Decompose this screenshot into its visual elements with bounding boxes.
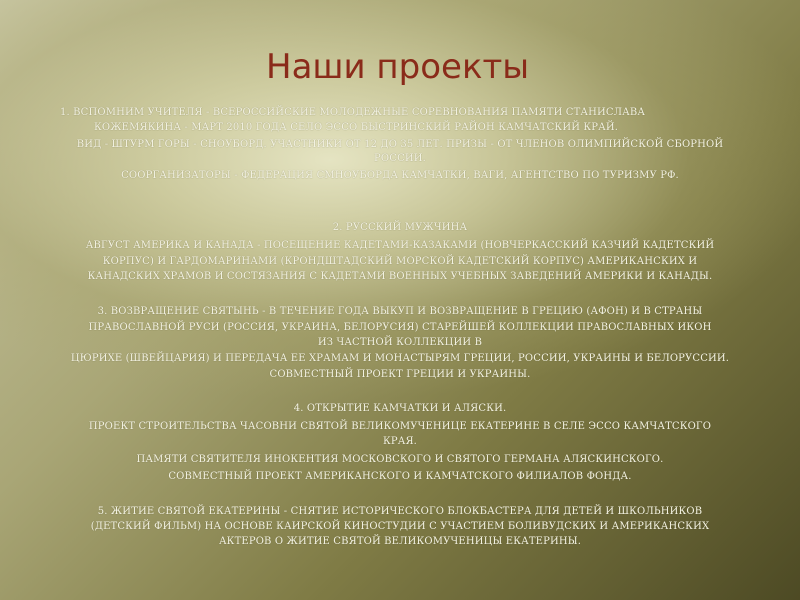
project-5-line-1: 5. ЖИТИЕ СВЯТОЙ ЕКАТЕРИНЫ - СНЯТИЕ ИСТОРИЧЕСКОГО БЛОКБАСТЕРА ДЛЯ ДЕТЕЙ И ШКОЛЬНИКОВ xyxy=(97,506,703,517)
project-2-heading: 2. РУССКИЙ МУЖЧИНА xyxy=(332,222,468,233)
project-1-line-1: 1. ВСПОМНИМ УЧИТЕЛЯ - ВСЕРОССИЙСКИЕ МОЛОДЕЖНЫЕ СОРЕВНОВАНИЯ ПАМЯТИ СТАНИСЛАВА xyxy=(60,107,646,118)
project-2-line-2: КОРПУС) И ГАРДОМАРИНАМИ (КРОНДШТАДСКИЙ МОРСКОЙ КАДЕТСКИЙ КОРПУС) АМЕРИКАНСКИХ И xyxy=(102,256,698,267)
project-4-line-4: СОВМЕСТНЫЙ ПРОЕКТ АМЕРИКАНСКОГО И КАМЧАТСКОГО ФИЛИАЛОВ ФОНДА. xyxy=(168,471,632,482)
project-4-line-3: ПАМЯТИ СВЯТИТЕЛЯ ИНОКЕНТИЯ МОСКОВСКОГО И СВЯТОГО ГЕРМАНА АЛЯСКИНСКОГО. xyxy=(136,454,664,465)
project-5-line-3: АКТЕРОВ О ЖИТИЕ СВЯТОЙ ВЕЛИКОМУЧЕНИЦЫ ЕКАТЕРИНЫ. xyxy=(218,536,582,547)
project-4-line-2: КРАЯ. xyxy=(382,436,418,447)
project-3-line-3: ИЗ ЧАСТНОЙ КОЛЛЕКЦИИ В xyxy=(317,337,483,348)
project-3-line-5: СОВМЕСТНЫЙ ПРОЕКТ ГРЕЦИИ И УКРАИНЫ. xyxy=(269,369,531,380)
project-2-line-3: КАНАДСКИХ ХРАМОВ И СОСТЯЗАНИЯ С КАДЕТАМИ ВОЕННЫХ УЧЕБНЫХ ЗАВЕДЕНИЙ АМЕРИКИ И КАНАДЫ. xyxy=(87,271,713,282)
project-1-line-4: РОССИИ. xyxy=(374,153,426,164)
project-1-line-5: СООРГАНИЗАТОРЫ - ФЕДЕРАЦИЯ СМНОУБОРДА КАМЧАТКИ, ВАГИ, АГЕНТСТВО ПО ТУРИЗМУ РФ. xyxy=(121,170,679,181)
project-3-line-1: 3. ВОЗВРАЩЕНИЕ СВЯТЫНЬ - В ТЕЧЕНИЕ ГОДА ВЫКУП И ВОЗВРАЩЕНИЕ В ГРЕЦИЮ (АФОН) И В СТРАНЫ xyxy=(97,306,703,317)
slide-title: Наши проекты xyxy=(266,47,530,87)
project-5-line-2: (ДЕТСКИЙ ФИЛЬМ) НА ОСНОВЕ КАИРСКОЙ КИНОСТУДИИ С УЧАСТИЕМ БОЛИВУДСКИХ И АМЕРИКАНСКИХ xyxy=(90,521,710,532)
project-4-heading: 4. ОТКРЫТИЕ КАМЧАТКИ И АЛЯСКИ. xyxy=(293,403,507,414)
project-1-line-2: КОЖЕМЯКИНА - МАРТ 2010 ГОДА СЕЛО ЭССО БЫСТРИНСКИЙ РАЙОН КАМЧАТСКИЙ КРАЙ. xyxy=(94,122,619,133)
project-4-line-1: ПРОЕКТ СТРОИТЕЛЬСТВА ЧАСОВНИ СВЯТОЙ ВЕЛИКОМУЧЕНИЦЕ ЕКАТЕРИНЕ В СЕЛЕ ЭССО КАМЧАТСКОГО xyxy=(88,421,712,432)
project-2-line-1: АВГУСТ АМЕРИКА И КАНАДА - ПОСЕЩЕНИЕ КАДЕТАМИ-КАЗАКАМИ (НОВЧЕРКАССКИЙ КАЗЧИЙ КАДЕТСКИЙ xyxy=(85,240,715,251)
project-3-line-2: ПРАВОСЛАВНОЙ РУСИ (РОССИЯ, УКРАИНА, БЕЛОРУСИЯ) СТАРЕЙШЕЙ КОЛЛЕКЦИИ ПРАВОСЛАВНЫХ ИКОН xyxy=(88,322,712,333)
project-3-line-4: ЦЮРИХЕ (ШВЕЙЦАРИЯ) И ПЕРЕДАЧА ЕЕ ХРАМАМ И МОНАСТЫРЯМ ГРЕЦИИ, РОССИИ, УКРАИНЫ И БЕЛОРУССИИ. xyxy=(70,353,730,364)
project-1-line-3: ВИД - ШТУРМ ГОРЫ - СНОУБОРД. УЧАСТНИКИ ОТ 12 ДО 35 ЛЕТ. ПРИЗЫ - ОТ ЧЛЕНОВ ОЛИМПИЙСКОЙ СБОРНОЙ xyxy=(76,139,724,150)
